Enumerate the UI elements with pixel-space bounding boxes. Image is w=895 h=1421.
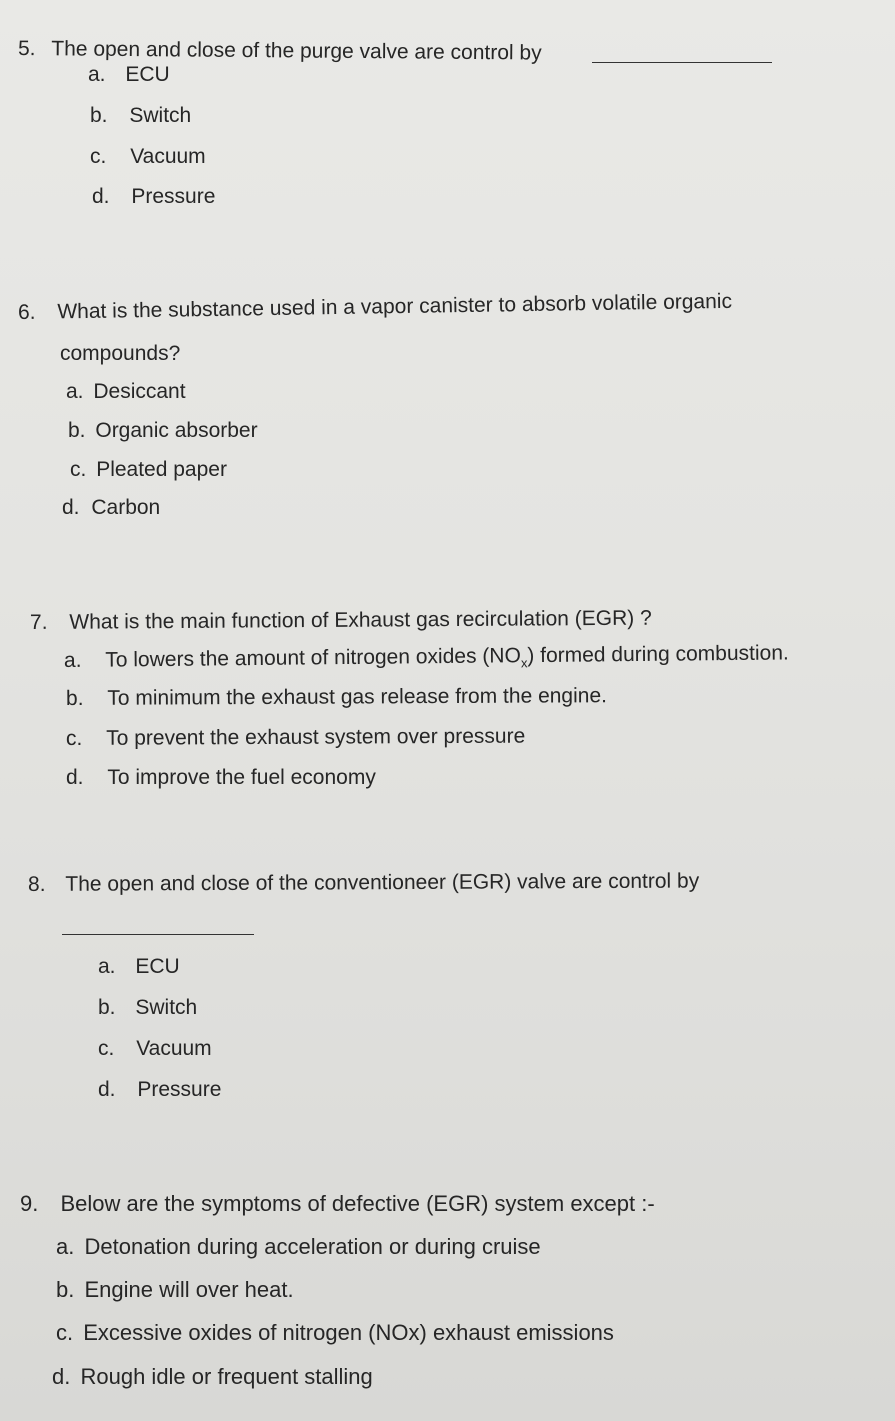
question-5-prompt: The open and close of the purge valve are control by <box>51 37 542 65</box>
option-text: ECU <box>135 955 180 978</box>
option-text: Pleated paper <box>96 458 227 481</box>
question-6-option-d[interactable] <box>62 495 160 521</box>
question-7-option-a[interactable] <box>64 640 789 681</box>
option-letter: d. <box>62 496 80 519</box>
option-text: Rough idle or frequent stalling <box>80 1364 373 1389</box>
question-8-option-a[interactable] <box>98 954 180 980</box>
option-text: Detonation during acceleration or during cruise <box>84 1234 541 1259</box>
question-8-prompt: The open and close of the conventioneer (EGR) valve are control by <box>65 869 700 896</box>
question-9-option-b[interactable] <box>56 1277 294 1303</box>
question-8-text <box>28 868 699 898</box>
option-letter: d. <box>98 1078 116 1101</box>
question-7-text <box>30 606 652 636</box>
option-text: Engine will over heat. <box>84 1277 294 1302</box>
option-letter: a. <box>88 63 106 86</box>
question-7-option-c[interactable] <box>66 724 525 752</box>
question-5-option-c[interactable] <box>90 144 206 170</box>
question-9-number: 9. <box>20 1191 39 1216</box>
question-8-number: 8. <box>27 872 46 896</box>
question-8-option-c[interactable] <box>98 1036 212 1062</box>
question-7-number: 7. <box>29 610 48 634</box>
question-6-option-c[interactable] <box>70 457 227 483</box>
option-text: Pressure <box>137 1078 222 1101</box>
question-9-option-d[interactable] <box>52 1364 373 1390</box>
option-text: To prevent the exhaust system over pressure <box>106 724 526 750</box>
question-7-option-b[interactable] <box>66 683 607 712</box>
question-6-option-b[interactable] <box>68 418 258 444</box>
question-5-number: 5. <box>17 37 36 61</box>
option-letter: d. <box>52 1364 71 1389</box>
option-text: Vacuum <box>136 1037 212 1060</box>
question-8-answer-blank[interactable] <box>62 934 254 935</box>
option-letter: a. <box>63 648 82 672</box>
option-letter: c. <box>90 145 107 168</box>
question-5-answer-blank[interactable] <box>592 62 772 63</box>
question-5-option-b[interactable] <box>90 103 191 129</box>
question-6-number: 6. <box>17 300 36 324</box>
option-letter: d. <box>66 766 84 789</box>
option-text: Organic absorber <box>95 419 258 442</box>
question-9-option-c[interactable] <box>56 1320 614 1346</box>
option-text: ECU <box>125 63 170 86</box>
option-letter: b. <box>90 104 108 127</box>
question-7-prompt: What is the main function of Exhaust gas recirculation (EGR) ? <box>69 606 652 634</box>
option-text: To minimum the exhaust gas release from the engine. <box>107 684 608 710</box>
option-text: Switch <box>129 104 192 127</box>
question-5-option-d[interactable] <box>92 184 215 210</box>
option-letter: c. <box>70 458 87 481</box>
option-text: Desiccant <box>93 380 186 403</box>
question-6-prompt-line2: compounds? <box>60 342 181 365</box>
option-letter: c. <box>65 726 83 750</box>
option-text-end: ) formed during combustion. <box>527 641 789 668</box>
question-9-prompt: Below are the symptoms of defective (EGR) system except :- <box>60 1191 655 1216</box>
question-9-text <box>20 1191 655 1217</box>
option-letter: b. <box>68 419 86 442</box>
option-text: Vacuum <box>130 145 206 168</box>
question-9-option-a[interactable] <box>56 1234 541 1260</box>
option-letter: d. <box>92 185 110 208</box>
option-text: Excessive oxides of nitrogen (NOx) exhaust emissions <box>83 1320 614 1345</box>
option-letter: b. <box>56 1277 75 1302</box>
question-6-prompt: What is the substance used in a vapor canister to absorb volatile organic <box>57 289 733 324</box>
option-text-start: To lowers the amount of nitrogen oxides (NO <box>105 644 521 672</box>
option-letter: c. <box>98 1037 115 1060</box>
option-text: Pressure <box>131 185 216 208</box>
option-letter: a. <box>98 955 116 978</box>
option-letter: a. <box>66 380 84 403</box>
option-letter: b. <box>65 686 84 710</box>
question-6-option-a[interactable] <box>66 379 186 405</box>
question-7-option-d[interactable] <box>66 765 376 791</box>
option-text: Switch <box>135 996 198 1019</box>
option-letter: c. <box>56 1320 74 1345</box>
question-8-option-b[interactable] <box>98 995 197 1021</box>
option-letter: a. <box>56 1234 75 1259</box>
option-letter: b. <box>98 996 116 1019</box>
question-6-text <box>18 289 732 326</box>
question-5-option-a[interactable] <box>88 62 170 88</box>
question-8-option-d[interactable] <box>98 1077 221 1103</box>
option-text: To improve the fuel economy <box>107 766 376 789</box>
option-text: Carbon <box>91 496 161 519</box>
option-text-subscript: x <box>520 655 528 671</box>
